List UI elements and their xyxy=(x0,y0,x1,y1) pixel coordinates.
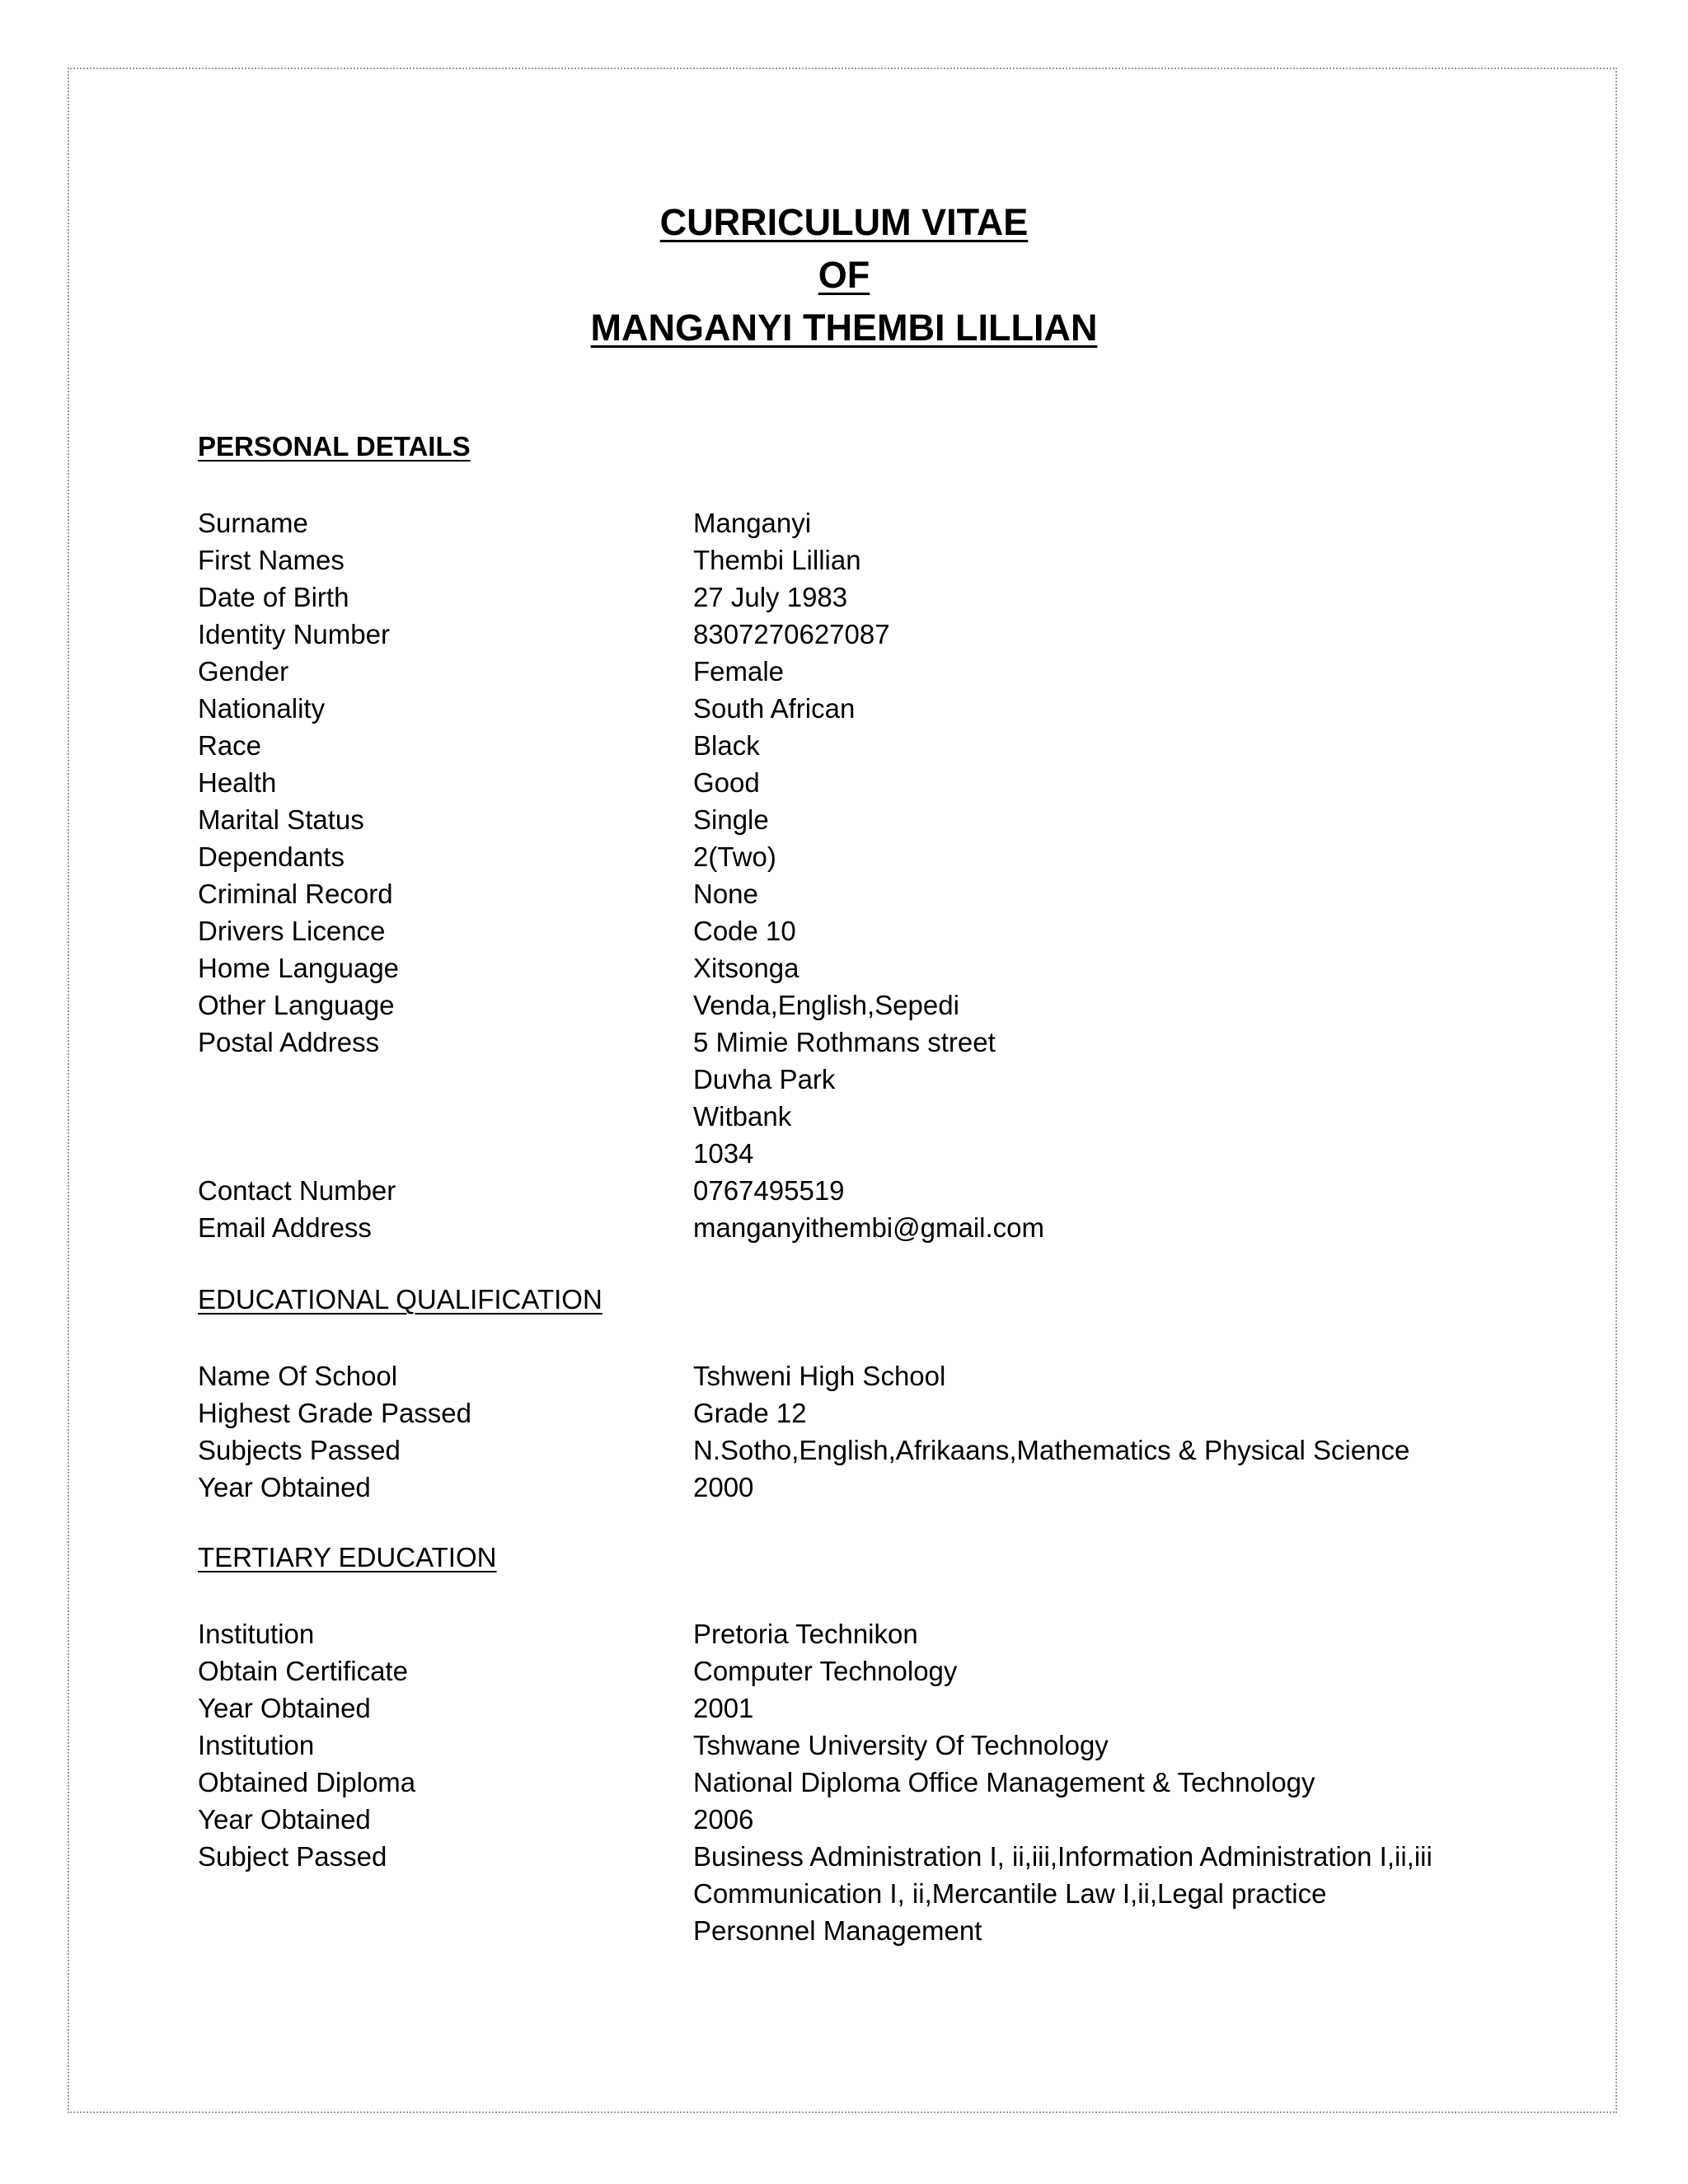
detail-row xyxy=(198,616,1582,653)
detail-label: Race xyxy=(198,730,262,761)
detail-label: First Names xyxy=(198,545,345,575)
tertiary-education-heading: TERTIARY EDUCATION xyxy=(198,1542,497,1572)
detail-row xyxy=(198,1875,1582,1912)
detail-value: 2006 xyxy=(693,1804,754,1835)
detail-value: South African xyxy=(693,693,856,724)
detail-value: Pretoria Technikon xyxy=(693,1619,918,1649)
detail-row xyxy=(198,875,1582,912)
detail-label: Identity Number xyxy=(198,619,390,649)
detail-row xyxy=(198,1061,1582,1098)
detail-row xyxy=(198,1469,1582,1506)
detail-row xyxy=(198,1357,1582,1394)
detail-label: Nationality xyxy=(198,693,326,724)
detail-row xyxy=(198,1690,1582,1727)
detail-value: Venda,English,Sepedi xyxy=(693,990,959,1020)
detail-row xyxy=(198,1024,1582,1061)
cv-title xyxy=(0,196,1688,354)
detail-label: Year Obtained xyxy=(198,1472,371,1502)
detail-row xyxy=(198,1801,1582,1838)
detail-row xyxy=(198,579,1582,616)
detail-label: Date of Birth xyxy=(198,582,349,612)
educational-qualification-heading: EDUCATIONAL QUALIFICATION xyxy=(198,1284,603,1315)
detail-label: Subjects Passed xyxy=(198,1435,401,1465)
detail-row xyxy=(198,801,1582,838)
detail-row xyxy=(198,1764,1582,1801)
detail-row xyxy=(198,1098,1582,1135)
detail-value: 27 July 1983 xyxy=(693,582,848,612)
title-line-2: OF xyxy=(818,254,870,296)
detail-label: Email Address xyxy=(198,1212,372,1243)
detail-row xyxy=(198,949,1582,987)
title-line-3: MANGANYI THEMBI LILLIAN xyxy=(590,307,1098,349)
detail-value: None xyxy=(693,879,758,909)
detail-row xyxy=(198,1432,1582,1469)
detail-label xyxy=(198,1912,693,1949)
detail-row xyxy=(198,1652,1582,1690)
detail-label: Drivers Licence xyxy=(198,916,386,946)
detail-row xyxy=(198,1727,1582,1764)
detail-label: Year Obtained xyxy=(198,1693,371,1723)
detail-value: 2001 xyxy=(693,1693,754,1723)
detail-row xyxy=(198,1209,1582,1246)
detail-value: N.Sotho,English,Afrikaans,Mathematics & Physical Science xyxy=(693,1435,1410,1465)
educational-qualification-list xyxy=(198,1357,1582,1506)
detail-row xyxy=(198,690,1582,727)
detail-row xyxy=(198,764,1582,801)
detail-value: 8307270627087 xyxy=(693,619,890,649)
detail-value: Manganyi xyxy=(693,508,812,538)
detail-label xyxy=(198,1135,693,1172)
detail-row xyxy=(198,1615,1582,1652)
detail-row xyxy=(198,653,1582,690)
detail-value: Code 10 xyxy=(693,916,796,946)
detail-label xyxy=(198,1875,693,1912)
detail-value: Grade 12 xyxy=(693,1398,807,1428)
detail-label: Name Of School xyxy=(198,1361,398,1391)
detail-value: Good xyxy=(693,767,760,798)
detail-value: Communication I, ii,Mercantile Law I,ii,Legal practice xyxy=(693,1878,1327,1909)
detail-value: manganyithembi@gmail.com xyxy=(693,1212,1045,1243)
detail-value: Witbank xyxy=(693,1101,792,1132)
tertiary-education-list xyxy=(198,1615,1582,1949)
detail-value: Personnel Management xyxy=(693,1915,982,1946)
detail-label: Gender xyxy=(198,656,289,687)
detail-label: Postal Address xyxy=(198,1027,380,1057)
detail-label xyxy=(198,1098,693,1135)
detail-label: Criminal Record xyxy=(198,879,393,909)
detail-value: Thembi Lillian xyxy=(693,545,861,575)
detail-label: Institution xyxy=(198,1619,315,1649)
detail-label: Surname xyxy=(198,508,308,538)
detail-value: Tshwane University Of Technology xyxy=(693,1730,1109,1760)
detail-row xyxy=(198,1912,1582,1949)
detail-label: Other Language xyxy=(198,990,395,1020)
detail-value: 2000 xyxy=(693,1472,754,1502)
detail-label: Obtained Diploma xyxy=(198,1767,416,1797)
detail-value: Xitsonga xyxy=(693,953,799,983)
detail-label: Highest Grade Passed xyxy=(198,1398,472,1428)
detail-row xyxy=(198,1394,1582,1432)
detail-value: Single xyxy=(693,804,769,835)
detail-value: Female xyxy=(693,656,785,687)
detail-value: 2(Two) xyxy=(693,841,776,872)
detail-label: Dependants xyxy=(198,841,345,872)
detail-value: 5 Mimie Rothmans street xyxy=(693,1027,996,1057)
detail-row xyxy=(198,912,1582,949)
detail-value: Computer Technology xyxy=(693,1656,958,1686)
detail-row xyxy=(198,504,1582,541)
title-line-1: CURRICULUM VITAE xyxy=(659,201,1029,243)
detail-row xyxy=(198,987,1582,1024)
detail-label: Obtain Certificate xyxy=(198,1656,408,1686)
detail-label: Institution xyxy=(198,1730,315,1760)
detail-label: Year Obtained xyxy=(198,1804,371,1835)
detail-value: Tshweni High School xyxy=(693,1361,946,1391)
detail-row xyxy=(198,541,1582,579)
detail-row xyxy=(198,727,1582,764)
detail-label: Home Language xyxy=(198,953,400,983)
detail-value: National Diploma Office Management & Technology xyxy=(693,1767,1315,1797)
detail-value: Black xyxy=(693,730,760,761)
detail-value: Duvha Park xyxy=(693,1064,836,1094)
detail-row xyxy=(198,1838,1582,1875)
detail-label: Marital Status xyxy=(198,804,364,835)
personal-details-list xyxy=(198,504,1582,1246)
detail-label: Subject Passed xyxy=(198,1841,387,1872)
detail-row xyxy=(198,1135,1582,1172)
detail-value: 0767495519 xyxy=(693,1175,845,1206)
detail-label: Health xyxy=(198,767,277,798)
detail-value: Business Administration I, ii,iii,Information Administration I,ii,iii xyxy=(693,1841,1432,1872)
personal-details-heading: PERSONAL DETAILS xyxy=(198,431,471,462)
detail-row xyxy=(198,1172,1582,1209)
detail-label xyxy=(198,1061,693,1098)
detail-value: 1034 xyxy=(693,1138,754,1169)
detail-row xyxy=(198,838,1582,875)
detail-label: Contact Number xyxy=(198,1175,396,1206)
